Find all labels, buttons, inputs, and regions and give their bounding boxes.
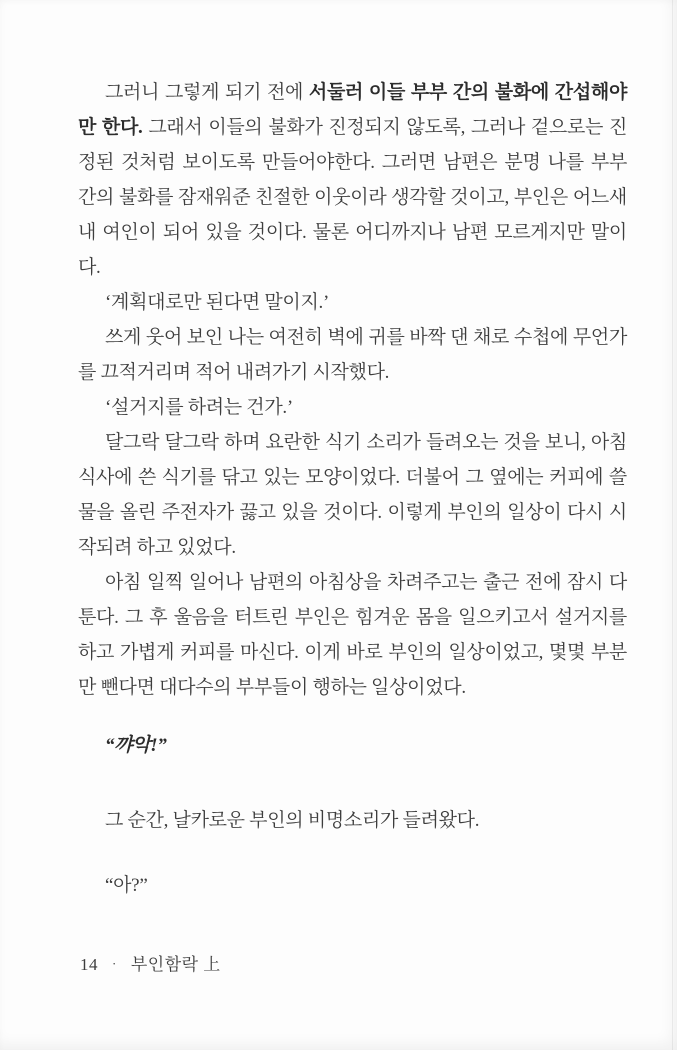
scream-line	[78, 728, 627, 763]
paragraph-dishes	[78, 425, 627, 565]
footer-separator: ·	[112, 956, 117, 971]
body-text-segment: 쓰게 웃어 보인 나는 여전히 벽에 귀를 바짝 댄 채로 수첩에 무언가를 끄적거리며 적어 내려가기 시작했다.	[78, 327, 627, 383]
body-text-segment: ‘계획대로만 된다면 말이지.’	[105, 292, 329, 313]
body-text-segment: 그래서 이들의 불화가 진정되지 않도록, 그러나 겉으로는 진정된 것처럼 보이도록 만들어야한다. 그러면 남편은 분명 나를 부부 간의 불화를 잠재워준 친절한 이웃이라 생각할 것이고, 부인은 어느새 내 여인이 되어 있을 것이다. 물론 어디까지나 남편 모르게지만 말이다.	[78, 117, 627, 278]
body-text-segment: 그 순간, 날카로운 부인의 비명소리가 들려왔다.	[105, 810, 480, 831]
speech-line	[78, 868, 627, 903]
paragraph-scream-narration	[78, 803, 627, 838]
page-footer	[80, 952, 221, 977]
paragraph-inner-thought-2	[78, 390, 627, 425]
emphasized-text: 서둘러 이들 부부 간의 불화에 간섭해야만 한다.	[78, 82, 627, 138]
paragraph-intro	[78, 75, 627, 285]
body-text-segment: 아침 일찍 일어나 남편의 아침상을 차려주고는 출근 전에 잠시 다툰다. 그 후 울음을 터트린 부인은 힘겨운 몸을 일으키고서 설거지를 하고 가볍게 커피를 마신다. 이게 바로 부인의 일상이었고, 몇몇 부분만 뺀다면 대다수의 부부들이 행하는 일상이었다.	[78, 572, 627, 698]
body-text-segment: “아?”	[105, 875, 148, 896]
body-text	[78, 75, 627, 903]
book-title: 부인함락 上	[130, 955, 221, 974]
page-number: 14	[80, 955, 98, 974]
paragraph-inner-thought-1	[78, 285, 627, 320]
paragraph-routine	[78, 565, 627, 705]
paragraph-notebook	[78, 320, 627, 390]
body-text-segment: 달그락 달그락 하며 요란한 식기 소리가 들려오는 것을 보니, 아침 식사에 쓴 식기를 닦고 있는 모양이었다. 더불어 그 옆에는 커피에 쓸 물을 올린 주전자가 끓고 있을 것이다. 이렇게 부인의 일상이 다시 시작되려 하고 있었다.	[78, 432, 627, 558]
body-text-segment: “꺄악!”	[105, 735, 167, 756]
body-text-segment: 그러니 그렇게 되기 전에	[105, 82, 309, 103]
body-text-segment: ‘설거지를 하려는 건가.’	[105, 397, 293, 418]
